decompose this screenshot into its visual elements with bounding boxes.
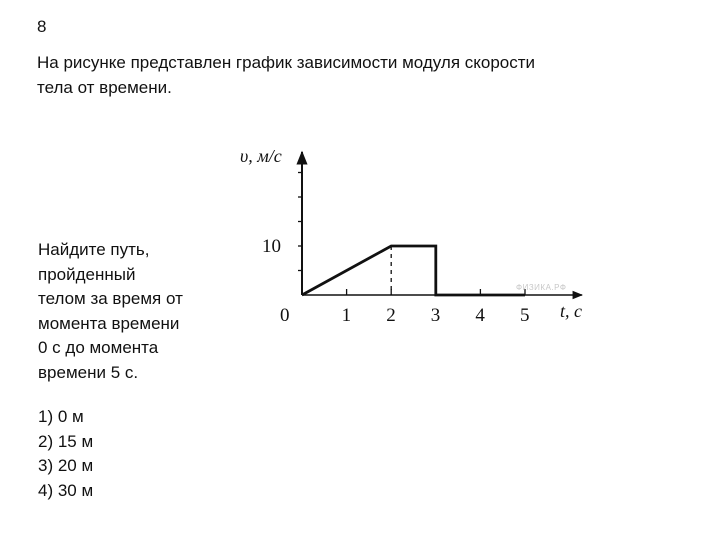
x-tick-label: 1: [341, 305, 352, 326]
x-tick-label: 2: [386, 305, 396, 326]
answer-options: [38, 405, 93, 503]
intro-line: На рисунке представлен график зависимости модуля скорости: [37, 53, 536, 72]
y-tick-label: 10: [262, 236, 281, 257]
question-text: [38, 238, 218, 385]
answer-option-3[interactable]: 3) 20 м: [38, 456, 94, 475]
task-number: 8: [37, 17, 47, 36]
velocity-series-line: [302, 246, 525, 295]
task-intro: [37, 50, 597, 100]
intro-line: тела от времени.: [37, 78, 172, 97]
question-line: 0 с до момента: [38, 338, 159, 357]
y-axis-label: υ, м/с: [240, 146, 282, 166]
x-tick-label: 4: [475, 305, 485, 326]
question-line: момента времени: [38, 313, 180, 333]
origin-label: 0: [280, 305, 290, 326]
x-tick-label: 3: [430, 305, 441, 326]
question-line: времени 5 с.: [38, 362, 139, 382]
question-line: пройденный: [38, 264, 136, 284]
question-line: телом за время от: [38, 289, 183, 308]
watermark: ФИЗИКА.РФ: [516, 283, 567, 292]
answer-option-1[interactable]: 1) 0 м: [38, 407, 84, 426]
velocity-time-graph: [240, 138, 590, 338]
question-line: Найдите путь,: [38, 240, 150, 259]
x-axis-label: t, с: [560, 301, 582, 321]
answer-option-2[interactable]: 2) 15 м: [38, 431, 94, 451]
x-tick-label: 5: [520, 305, 530, 326]
answer-option-4[interactable]: 4) 30 м: [38, 480, 94, 500]
